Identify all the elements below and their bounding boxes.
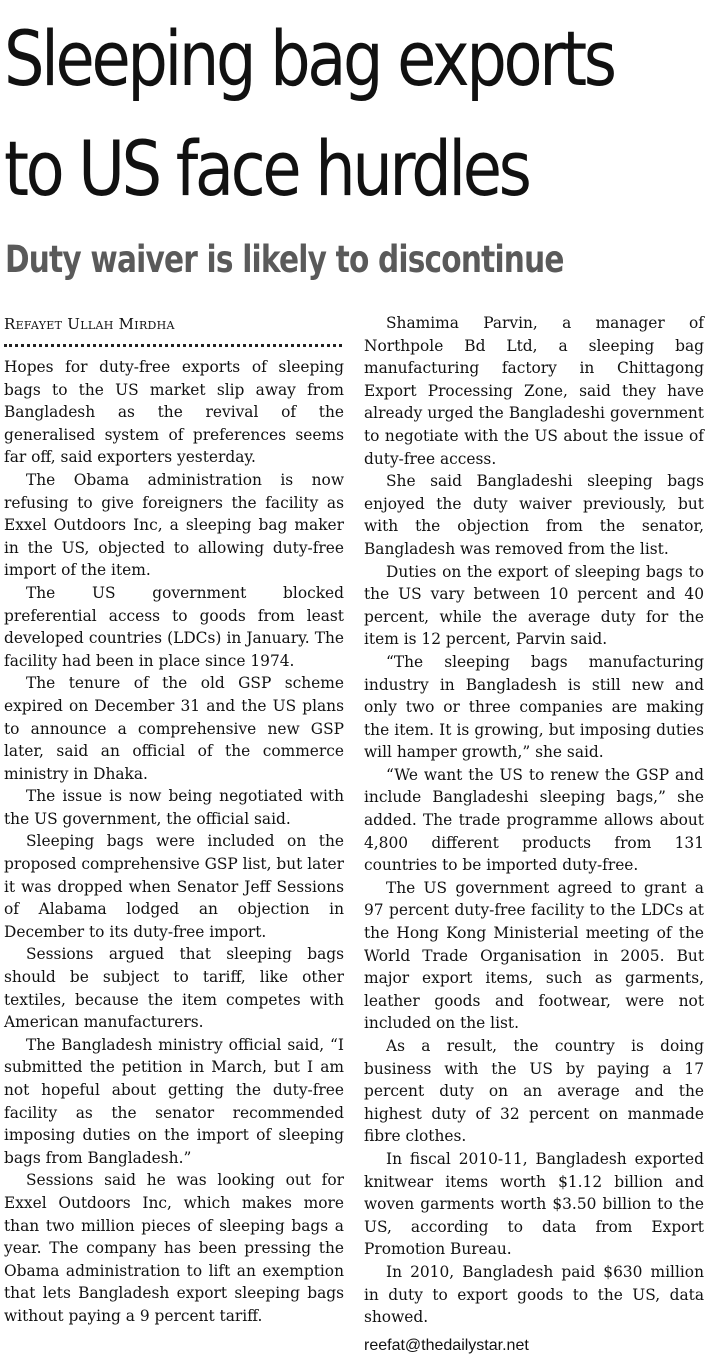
paragraph: Duties on the export of sleeping bags to the US vary between 10 percent and 40 percent, while the average duty for the item is 12 percent, Parvin said. <box>364 562 704 649</box>
headline <box>4 4 614 224</box>
paragraph: Sessions said he was looking out for Exxel Outdoors Inc, which makes more than two million pieces of sleeping bags a year. The company has been pressing the Obama administration to lift an exemption that lets Bangladesh export sleeping bags without paying a 9 percent tariff. <box>4 1171 344 1325</box>
byline: Refayet Ullah Mirdha <box>4 315 175 333</box>
paragraph: Sleeping bags were included on the proposed comprehensive GSP list, but later it was dropped when Senator Jeff Sessions of Alabama lodged an objection in December to its duty-free import. <box>4 832 344 941</box>
paragraph: The issue is now being negotiated with the US government, the official said. <box>4 787 344 828</box>
paragraph: The Obama administration is now refusing to give foreigners the facility as Exxel Outdoors Inc, a sleeping bag maker in the US, objected to allowing duty-free import of the item. <box>4 470 344 580</box>
subheadline: Duty waiver is likely to discontinue <box>5 238 564 281</box>
paragraph: “The sleeping bags manufacturing industry in Bangladesh is still new and only two or three companies are making the item. It is growing, but imposing duties will hamper growth,” she said. <box>364 652 704 762</box>
paragraph: She said Bangladeshi sleeping bags enjoyed the duty waiver previously, but with the objection from the senator, Bangladesh was removed from the list. <box>364 472 704 558</box>
paragraph: Shamima Parvin, a manager of Northpole Bd Ltd, a sleeping bag manufacturing factory in Chittagong Export Processing Zone, said they have already urged the Bangladeshi government to negotiate with the US about the issue of duty-free access. <box>364 314 704 468</box>
paragraph: The US government agreed to grant a 97 percent duty-free facility to the LDCs at the Hong Kong Ministerial meeting of the World Trade Organisation in 2005. But major export items, such as garments, leather goods and footwear, were not included on the list. <box>364 878 704 1033</box>
right-column <box>364 312 704 1329</box>
left-column <box>4 312 344 1328</box>
headline-line-2: to US face hurdles <box>4 124 529 213</box>
paragraph: The tenure of the old GSP scheme expired on December 31 and the US plans to announce a comprehensive new GSP later, said an official of the commerce ministry in Dhaka. <box>4 674 344 783</box>
paragraph: “We want the US to renew the GSP and include Bangladeshi sleeping bags,” she added. The trade programme allows about 4,800 different products from 131 countries to be imported duty-free. <box>364 765 704 875</box>
headline-line-1: Sleeping bag exports <box>4 14 614 103</box>
paragraph: Sessions argued that sleeping bags should be subject to tariff, like other textiles, because the item competes with American manufacturers. <box>4 945 344 1032</box>
paragraph: Hopes for duty-free exports of sleeping bags to the US market slip away from Bangladesh as the revival of the generalised system of preferences seems far off, said exporters yesterday. <box>4 358 344 467</box>
paragraph: The Bangladesh ministry official said, “I submitted the petition in March, but I am not hopeful about getting the duty-free facility as the senator recommended imposing duties on the import of sleeping bags from Bangladesh.” <box>4 1035 344 1167</box>
paragraph: As a result, the country is doing business with the US by paying a 17 percent duty on an average and the highest duty of 32 percent on manmade fibre clothes. <box>364 1037 704 1146</box>
paragraph: In fiscal 2010-11, Bangladesh exported knitwear items worth $1.12 billion and woven garments worth $3.50 billion to the US, according to data from Export Promotion Bureau. <box>364 1149 704 1259</box>
byline-divider <box>4 336 342 347</box>
author-email: reefat@thedailystar.net <box>364 1337 529 1354</box>
paragraph: In 2010, Bangladesh paid $630 million in duty to export goods to the US, data showed. <box>364 1262 704 1327</box>
paragraph: The US government blocked preferential access to goods from least developed countries (LDCs) in January. The facility had been in place since 1974. <box>4 583 344 670</box>
